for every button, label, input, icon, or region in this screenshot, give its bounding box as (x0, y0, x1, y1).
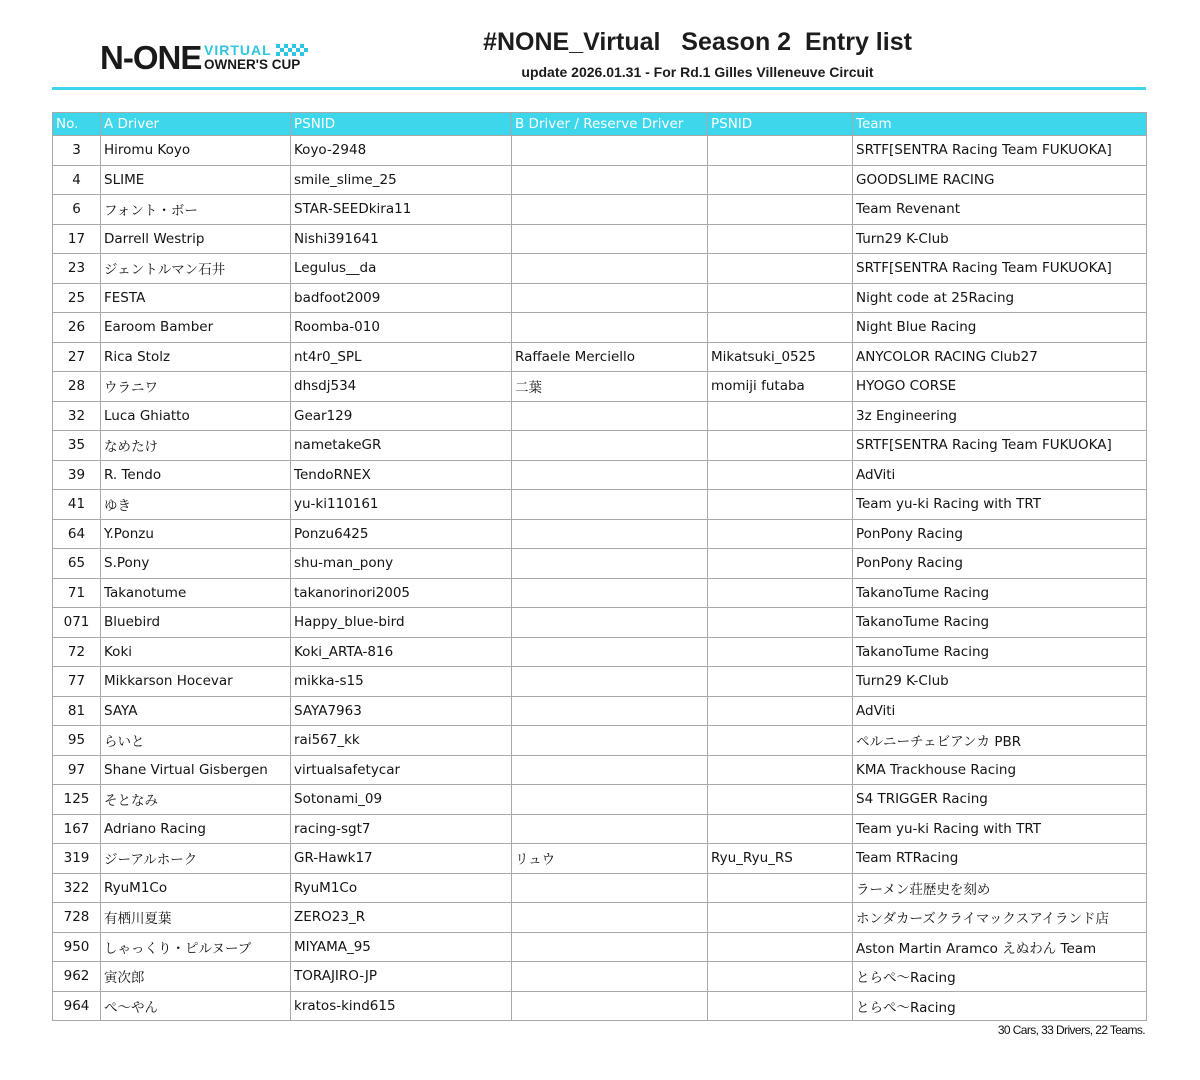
a-driver-psnid: Sotonami_09 (291, 785, 512, 815)
car-number: 77 (53, 667, 101, 697)
a-driver: ウラニワ (101, 372, 291, 402)
car-number: 64 (53, 519, 101, 549)
team-name: Team RTRacing (853, 844, 1147, 874)
logo-owners-cup: OWNER'S CUP (204, 57, 301, 72)
column-header-team: Team (853, 113, 1147, 136)
b-driver (512, 578, 708, 608)
a-driver-psnid: Koki_ARTA-816 (291, 637, 512, 667)
car-number: 41 (53, 490, 101, 520)
b-driver (512, 224, 708, 254)
a-driver: Takanotume (101, 578, 291, 608)
b-driver-psnid (708, 755, 853, 785)
b-driver (512, 726, 708, 756)
a-driver: ぺ〜やん (101, 991, 291, 1021)
checkered-flag-icon (276, 44, 310, 56)
a-driver-psnid: kratos-kind615 (291, 991, 512, 1021)
a-driver: SAYA (101, 696, 291, 726)
car-number: 25 (53, 283, 101, 313)
b-driver (512, 313, 708, 343)
b-driver-psnid (708, 460, 853, 490)
car-number: 72 (53, 637, 101, 667)
table-row (53, 401, 1147, 431)
car-number: 65 (53, 549, 101, 579)
a-driver-psnid: dhsdj534 (291, 372, 512, 402)
a-driver-psnid: racing-sgt7 (291, 814, 512, 844)
b-driver (512, 283, 708, 313)
b-driver-psnid (708, 431, 853, 461)
car-number: 4 (53, 165, 101, 195)
b-driver: リュウ (512, 844, 708, 874)
a-driver-psnid: shu-man_pony (291, 549, 512, 579)
a-driver: R. Tendo (101, 460, 291, 490)
table-header-row (53, 113, 1147, 136)
b-driver-psnid (708, 401, 853, 431)
team-name: ANYCOLOR RACING Club27 (853, 342, 1147, 372)
a-driver-psnid: TendoRNEX (291, 460, 512, 490)
table-row (53, 755, 1147, 785)
b-driver-psnid (708, 726, 853, 756)
b-driver-psnid (708, 490, 853, 520)
table-row (53, 165, 1147, 195)
table-row (53, 313, 1147, 343)
b-driver-psnid (708, 696, 853, 726)
car-number: 964 (53, 991, 101, 1021)
b-driver-psnid (708, 283, 853, 313)
b-driver (512, 136, 708, 166)
table-row (53, 667, 1147, 697)
team-name: とらぺ〜Racing (853, 991, 1147, 1021)
b-driver (512, 254, 708, 284)
b-driver (512, 785, 708, 815)
table-row (53, 283, 1147, 313)
team-name: ラーメン荘歴史を刻め (853, 873, 1147, 903)
a-driver: 寅次郎 (101, 962, 291, 992)
a-driver: しゃっくり・ピルヌーブ (101, 932, 291, 962)
b-driver-psnid (708, 667, 853, 697)
a-driver-psnid: STAR-SEEDkira11 (291, 195, 512, 225)
table-row (53, 637, 1147, 667)
car-number: 23 (53, 254, 101, 284)
table-row (53, 342, 1147, 372)
car-number: 950 (53, 932, 101, 962)
a-driver-psnid: GR-Hawk17 (291, 844, 512, 874)
table-row (53, 903, 1147, 933)
column-header-b-driver: B Driver / Reserve Driver (512, 113, 708, 136)
team-name: TakanoTume Racing (853, 637, 1147, 667)
table-row (53, 254, 1147, 284)
b-driver (512, 549, 708, 579)
table-row (53, 726, 1147, 756)
a-driver: RyuM1Co (101, 873, 291, 903)
table-row (53, 578, 1147, 608)
page-title: #NONE_Virtual Season 2 Entry list (483, 28, 912, 56)
b-driver: 二葉 (512, 372, 708, 402)
a-driver: Koki (101, 637, 291, 667)
car-number: 26 (53, 313, 101, 343)
team-name: GOODSLIME RACING (853, 165, 1147, 195)
b-driver (512, 932, 708, 962)
a-driver-psnid: nametakeGR (291, 431, 512, 461)
b-driver (512, 873, 708, 903)
team-name: ペルニーチェビアンカ PBR (853, 726, 1147, 756)
team-name: Night code at 25Racing (853, 283, 1147, 313)
car-number: 71 (53, 578, 101, 608)
b-driver-psnid: Mikatsuki_0525 (708, 342, 853, 372)
a-driver-psnid: yu-ki110161 (291, 490, 512, 520)
a-driver: 有栖川夏葉 (101, 903, 291, 933)
b-driver-psnid (708, 814, 853, 844)
b-driver (512, 696, 708, 726)
table-row (53, 814, 1147, 844)
table-row (53, 991, 1147, 1021)
table-row (53, 431, 1147, 461)
b-driver-psnid (708, 519, 853, 549)
a-driver-psnid: Roomba-010 (291, 313, 512, 343)
a-driver-psnid: Koyo-2948 (291, 136, 512, 166)
a-driver-psnid: mikka-s15 (291, 667, 512, 697)
a-driver-psnid: Gear129 (291, 401, 512, 431)
table-row (53, 608, 1147, 638)
table-row (53, 844, 1147, 874)
a-driver: Shane Virtual Gisbergen (101, 755, 291, 785)
b-driver-psnid (708, 903, 853, 933)
team-name: 3z Engineering (853, 401, 1147, 431)
a-driver-psnid: nt4r0_SPL (291, 342, 512, 372)
a-driver-psnid: badfoot2009 (291, 283, 512, 313)
team-name: S4 TRIGGER Racing (853, 785, 1147, 815)
table-row (53, 136, 1147, 166)
team-name: Team yu-ki Racing with TRT (853, 490, 1147, 520)
b-driver-psnid: momiji futaba (708, 372, 853, 402)
a-driver-psnid: rai567_kk (291, 726, 512, 756)
column-header-psnid: PSNID (291, 113, 512, 136)
car-number: 39 (53, 460, 101, 490)
table-row (53, 962, 1147, 992)
a-driver: らいと (101, 726, 291, 756)
b-driver (512, 165, 708, 195)
car-number: 95 (53, 726, 101, 756)
b-driver-psnid (708, 608, 853, 638)
table-row (53, 519, 1147, 549)
b-driver-psnid (708, 991, 853, 1021)
table-row (53, 873, 1147, 903)
a-driver-psnid: virtualsafetycar (291, 755, 512, 785)
team-name: PonPony Racing (853, 549, 1147, 579)
a-driver-psnid: takanorinori2005 (291, 578, 512, 608)
car-number: 28 (53, 372, 101, 402)
b-driver (512, 490, 708, 520)
header-divider (52, 87, 1146, 90)
team-name: Team Revenant (853, 195, 1147, 225)
b-driver-psnid (708, 578, 853, 608)
car-number: 32 (53, 401, 101, 431)
a-driver-psnid: MIYAMA_95 (291, 932, 512, 962)
car-number: 071 (53, 608, 101, 638)
table-row (53, 372, 1147, 402)
a-driver: Mikkarson Hocevar (101, 667, 291, 697)
team-name: TakanoTume Racing (853, 578, 1147, 608)
entry-list-table (52, 112, 1147, 1021)
table-row (53, 785, 1147, 815)
a-driver: Darrell Westrip (101, 224, 291, 254)
team-name: Turn29 K-Club (853, 667, 1147, 697)
a-driver: Hiromu Koyo (101, 136, 291, 166)
a-driver: ゆき (101, 490, 291, 520)
table-row (53, 696, 1147, 726)
a-driver: Earoom Bamber (101, 313, 291, 343)
b-driver (512, 519, 708, 549)
team-name: AdViti (853, 460, 1147, 490)
car-number: 319 (53, 844, 101, 874)
b-driver-psnid (708, 195, 853, 225)
a-driver: ジェントルマン石井 (101, 254, 291, 284)
team-name: ホンダカーズクライマックスアイランド店 (853, 903, 1147, 933)
car-number: 962 (53, 962, 101, 992)
car-number: 728 (53, 903, 101, 933)
b-driver-psnid (708, 637, 853, 667)
car-number: 125 (53, 785, 101, 815)
team-name: Turn29 K-Club (853, 224, 1147, 254)
column-header-a-driver: A Driver (101, 113, 291, 136)
b-driver-psnid (708, 873, 853, 903)
a-driver-psnid: Legulus__da (291, 254, 512, 284)
table-row (53, 460, 1147, 490)
a-driver-psnid: RyuM1Co (291, 873, 512, 903)
team-name: SRTF[SENTRA Racing Team FUKUOKA] (853, 431, 1147, 461)
car-number: 27 (53, 342, 101, 372)
logo-n-one: N-ONE (100, 39, 202, 76)
b-driver-psnid (708, 549, 853, 579)
table-row (53, 224, 1147, 254)
page-subtitle: update 2026.01.31 - For Rd.1 Gilles Villeneuve Circuit (521, 64, 874, 80)
table-row (53, 490, 1147, 520)
b-driver-psnid (708, 224, 853, 254)
team-name: Night Blue Racing (853, 313, 1147, 343)
a-driver: そとなみ (101, 785, 291, 815)
b-driver (512, 814, 708, 844)
table-row (53, 549, 1147, 579)
a-driver: Rica Stolz (101, 342, 291, 372)
car-number: 167 (53, 814, 101, 844)
car-number: 97 (53, 755, 101, 785)
b-driver (512, 431, 708, 461)
a-driver: フォント・ボー (101, 195, 291, 225)
b-driver (512, 608, 708, 638)
column-header-no: No. (53, 113, 101, 136)
b-driver-psnid (708, 962, 853, 992)
series-logo (100, 38, 312, 78)
car-number: 6 (53, 195, 101, 225)
b-driver-psnid (708, 165, 853, 195)
a-driver-psnid: SAYA7963 (291, 696, 512, 726)
a-driver-psnid: smile_slime_25 (291, 165, 512, 195)
team-name: HYOGO CORSE (853, 372, 1147, 402)
a-driver: ジーアルホーク (101, 844, 291, 874)
b-driver (512, 401, 708, 431)
a-driver: なめたけ (101, 431, 291, 461)
a-driver-psnid: ZERO23_R (291, 903, 512, 933)
team-name: Aston Martin Aramco えぬわん Team (853, 932, 1147, 962)
team-name: とらぺ〜Racing (853, 962, 1147, 992)
b-driver (512, 755, 708, 785)
b-driver (512, 460, 708, 490)
b-driver-psnid (708, 313, 853, 343)
a-driver: SLIME (101, 165, 291, 195)
b-driver: Raffaele Merciello (512, 342, 708, 372)
b-driver-psnid: Ryu_Ryu_RS (708, 844, 853, 874)
a-driver-psnid: TORAJIRO-JP (291, 962, 512, 992)
a-driver-psnid: Nishi391641 (291, 224, 512, 254)
b-driver-psnid (708, 785, 853, 815)
team-name: SRTF[SENTRA Racing Team FUKUOKA] (853, 254, 1147, 284)
table-row (53, 932, 1147, 962)
car-number: 322 (53, 873, 101, 903)
b-driver-psnid (708, 136, 853, 166)
car-number: 81 (53, 696, 101, 726)
b-driver-psnid (708, 932, 853, 962)
a-driver: Adriano Racing (101, 814, 291, 844)
a-driver: FESTA (101, 283, 291, 313)
car-number: 3 (53, 136, 101, 166)
a-driver: Y.Ponzu (101, 519, 291, 549)
b-driver (512, 991, 708, 1021)
car-number: 17 (53, 224, 101, 254)
column-header-b-psnid: PSNID (708, 113, 853, 136)
a-driver-psnid: Ponzu6425 (291, 519, 512, 549)
a-driver: Luca Ghiatto (101, 401, 291, 431)
team-name: TakanoTume Racing (853, 608, 1147, 638)
b-driver (512, 637, 708, 667)
b-driver (512, 962, 708, 992)
team-name: Team yu-ki Racing with TRT (853, 814, 1147, 844)
logo-virtual: VIRTUAL (204, 42, 272, 58)
team-name: KMA Trackhouse Racing (853, 755, 1147, 785)
b-driver (512, 195, 708, 225)
entry-summary: 30 Cars, 33 Drivers, 22 Teams. (997, 1023, 1145, 1037)
team-name: AdViti (853, 696, 1147, 726)
a-driver-psnid: Happy_blue-bird (291, 608, 512, 638)
b-driver (512, 903, 708, 933)
b-driver (512, 667, 708, 697)
a-driver: S.Pony (101, 549, 291, 579)
team-name: SRTF[SENTRA Racing Team FUKUOKA] (853, 136, 1147, 166)
table-row (53, 195, 1147, 225)
car-number: 35 (53, 431, 101, 461)
b-driver-psnid (708, 254, 853, 284)
team-name: PonPony Racing (853, 519, 1147, 549)
a-driver: Bluebird (101, 608, 291, 638)
